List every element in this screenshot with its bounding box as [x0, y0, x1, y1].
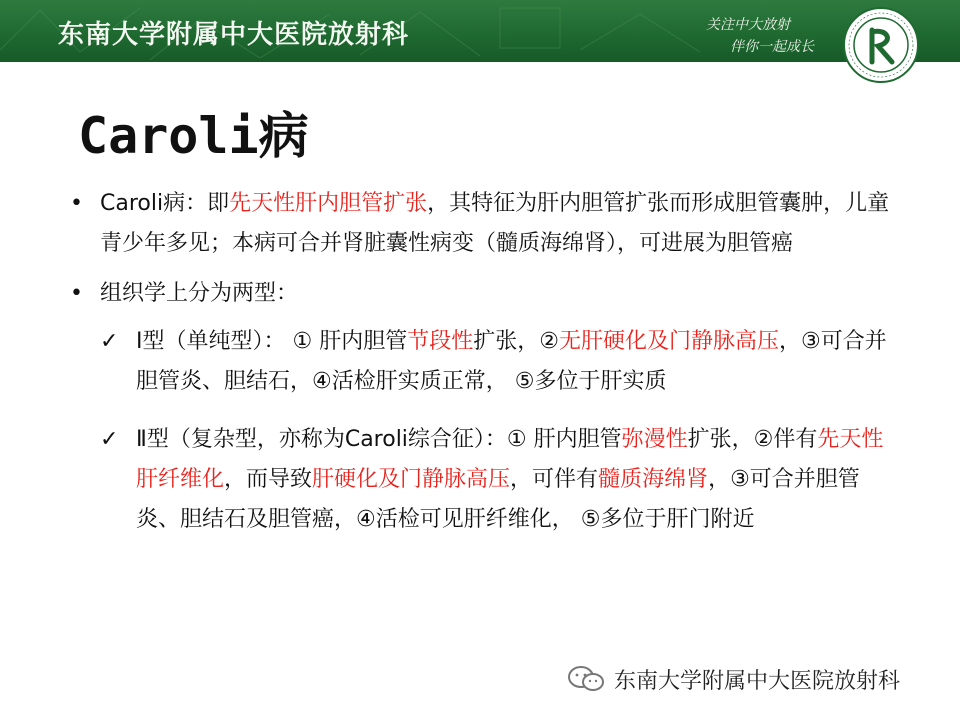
type2-item — [70, 420, 900, 540]
type2-b: 扩张，②伴有 — [687, 427, 818, 452]
type2-a: Ⅱ型（复杂型，亦称为Caroli综合征）：① 肝内胆管 — [136, 427, 622, 452]
slide-content — [70, 184, 900, 540]
watermark-text: 东南大学附属中大医院放射科 — [614, 668, 901, 694]
header-banner — [0, 0, 960, 62]
type1-c: ，③可合并胆管炎、胆结石，④活检肝实质正常， ⑤多位于肝实质 — [136, 329, 887, 394]
type2-highlight-4: 髓质海绵肾 — [598, 467, 709, 492]
bullet1-rest: ，其特征为肝内胆管扩张而形成胆管囊肿，儿童青少年多见；本病可合并肾脏囊性病变（髓质海绵肾），可进展为胆管癌 — [100, 191, 890, 256]
hospital-logo-icon — [842, 6, 920, 84]
checkmark-icon: ✓ — [100, 427, 119, 452]
type1-highlight-2: 无肝硬化及门静脉高压 — [558, 329, 779, 354]
bullet-caroli-definition — [70, 184, 900, 264]
bullet2-text: 组织学上分为两型： — [100, 281, 299, 306]
slide-title: Caroli病 — [78, 107, 309, 165]
checkmark-icon: ✓ — [100, 329, 119, 354]
wechat-icon — [566, 665, 606, 693]
type1-a: Ⅰ型（单纯型）： ① 肝内胆管 — [136, 329, 408, 354]
slogan-line-1: 关注中大放射 — [706, 17, 790, 33]
bullet-histology-types — [70, 274, 900, 314]
type2-highlight-1: 弥漫性 — [621, 427, 688, 452]
slogan-line-2: 伴你一起成长 — [730, 39, 814, 55]
bullet-dot-icon: • — [70, 281, 83, 306]
type1-item — [70, 322, 900, 402]
type2-highlight-2: 先天性肝纤维化 — [136, 427, 884, 492]
wechat-watermark — [566, 664, 900, 694]
type1-b: 扩张，② — [473, 329, 559, 354]
header-title: 东南大学附属中大医院放射科 — [58, 20, 410, 50]
type1-highlight-1: 节段性 — [407, 329, 474, 354]
type2-highlight-3: 肝硬化及门静脉高压 — [312, 467, 511, 492]
type2-c: ，而导致 — [224, 467, 313, 492]
type2-d: ，可伴有 — [510, 467, 599, 492]
bullet1-prefix: Caroli病：即 — [100, 191, 230, 216]
bullet-dot-icon: • — [70, 191, 83, 216]
type2-e: ，③可合并胆管炎、胆结石及胆管癌，④活检可见肝纤维化， ⑤多位于肝门附近 — [136, 467, 860, 532]
bullet1-highlight: 先天性肝内胆管扩张 — [229, 191, 428, 216]
